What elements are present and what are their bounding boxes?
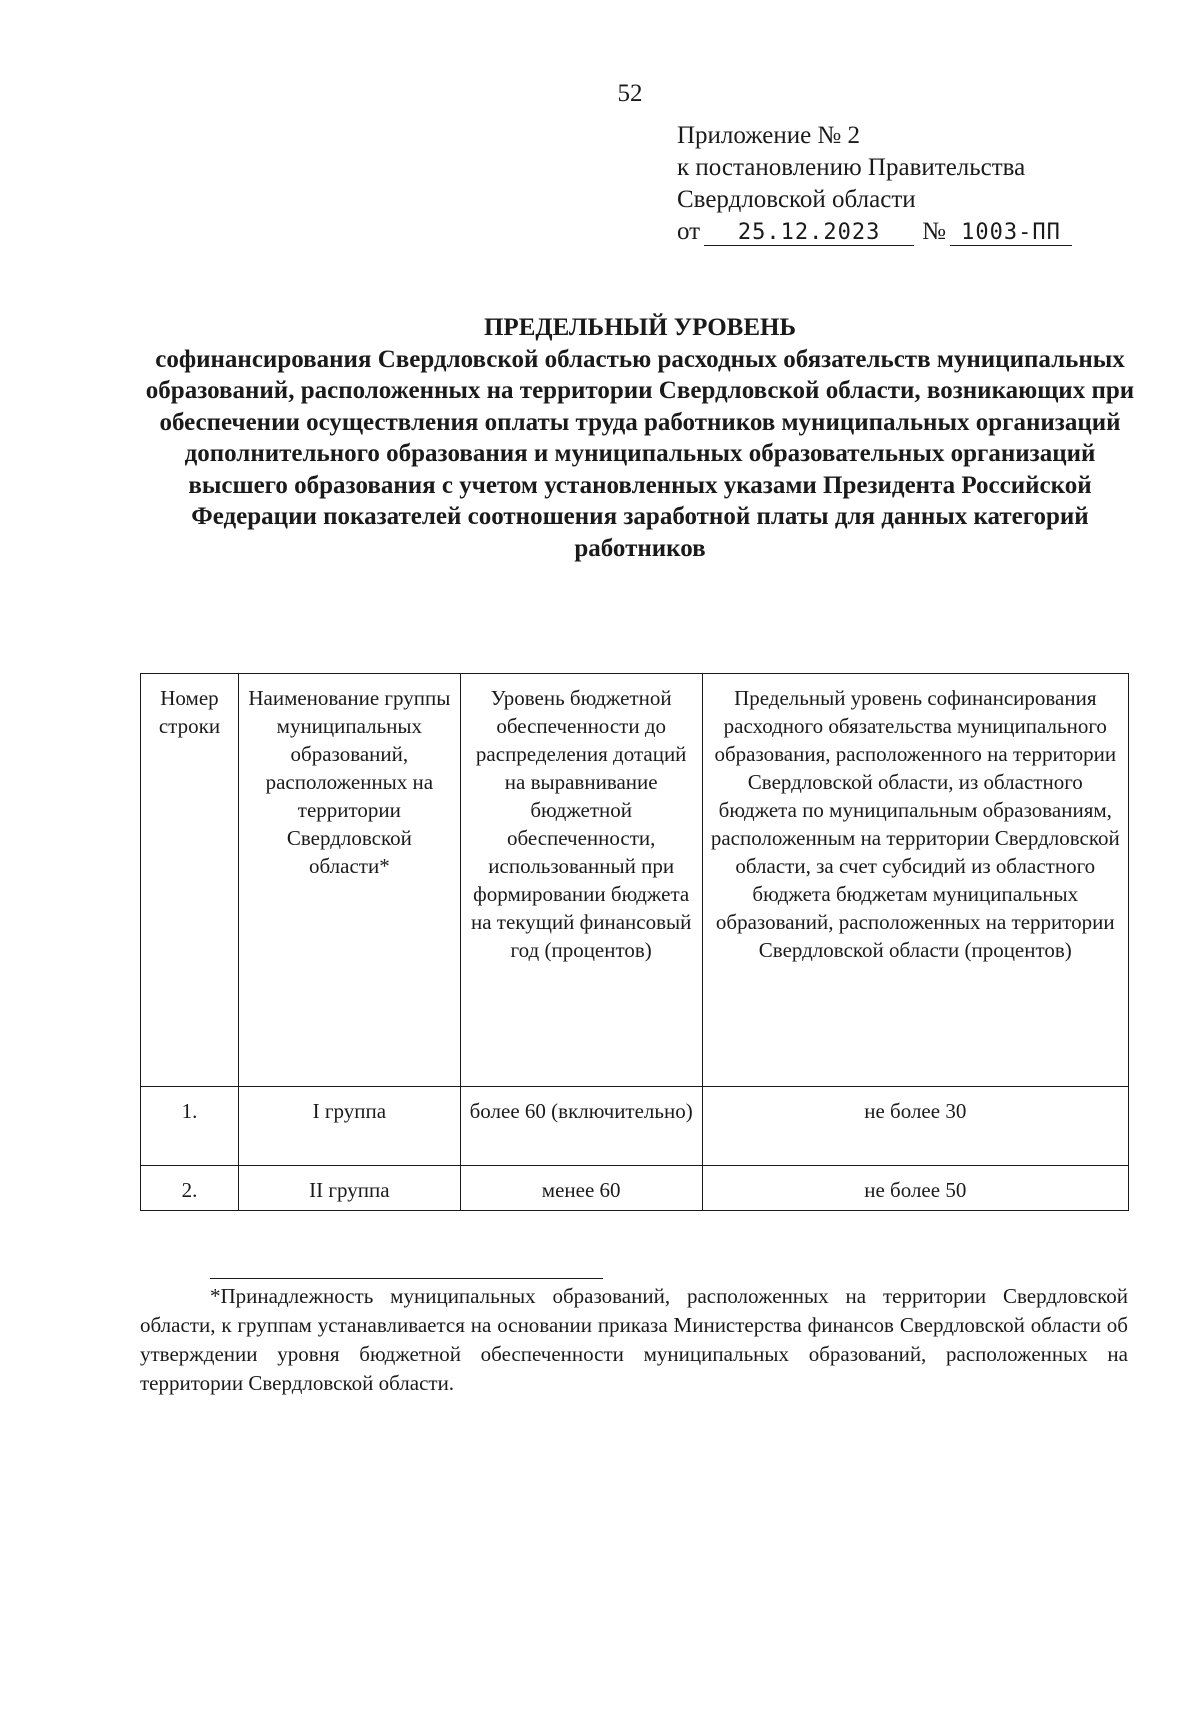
resolution-date: 25.12.2023	[704, 221, 914, 246]
resolution-number: 1003-ПП	[950, 221, 1072, 246]
footnote: *Принадлежность муниципальных образований, расположенных на территории Свердловской области, к группам устанавливается на основании приказа Министерства финансов Свердловской области об утверждении уровня бюджетной обеспеченности муниципальных образований, расположенных на территории Свердловской области.	[140, 1284, 1128, 1395]
header-row-number: Номер строки	[141, 674, 239, 1087]
header-cofinancing-limit: Предельный уровень софинансирования расходного обязательства муниципального образования, расположенного на территории Свердловской области, из областного бюджета по муниципальным образованиям, расположенным на территории Свердловской области, за счет субсидий из областного бюджета бюджетам муниципальных образований, расположенных на территории Свердловской области (процентов)	[702, 674, 1128, 1087]
cell-budget-level: менее 60	[460, 1166, 702, 1211]
cell-budget-level: более 60 (включительно)	[460, 1087, 702, 1166]
cell-row-number: 2.	[141, 1166, 239, 1211]
cell-cofinancing-limit: не более 30	[702, 1087, 1128, 1166]
cofinancing-table	[140, 673, 1129, 1211]
appendix-date-line	[677, 216, 1072, 250]
cell-group-name: II группа	[238, 1166, 460, 1211]
appendix-line-3: Свердловской области	[677, 186, 916, 213]
appendix-line-1: Приложение № 2	[677, 122, 861, 149]
appendix-line-2: к постановлению Правительства	[677, 154, 1026, 181]
date-prefix: от	[677, 218, 701, 245]
page-number: 52	[617, 80, 643, 107]
appendix-block	[677, 120, 1072, 250]
document-title	[140, 312, 1140, 564]
cell-cofinancing-limit: не более 50	[702, 1166, 1128, 1211]
header-budget-level: Уровень бюджетной обеспеченности до распределения дотаций на выравнивание бюджетной обеспеченности, использованный при формировании бюджета на текущий финансовый год (процентов)	[460, 674, 702, 1087]
title-heading: ПРЕДЕЛЬНЫЙ УРОВЕНЬ	[483, 314, 797, 341]
header-group-name: Наименование группы муниципальных образований, расположенных на территории Свердловской области*	[238, 674, 460, 1087]
table-row	[141, 1087, 1129, 1166]
table-header-row	[141, 674, 1129, 1087]
footnote-divider	[210, 1278, 603, 1279]
number-prefix: №	[922, 218, 946, 245]
cell-group-name: I группа	[238, 1087, 460, 1166]
title-subtitle: софинансирования Свердловской областью расходных обязательств муниципальных образований, расположенных на территории Свердловской области, возникающих при обеспечении осуществления оплаты труда работников муниципальных организаций дополнительного образования и муниципальных образовательных организаций высшего образования с учетом установленных указами Президента Российской Федерации показателей соотношения заработной платы для данных категорий работников	[145, 345, 1135, 562]
cell-row-number: 1.	[141, 1087, 239, 1166]
table-row	[141, 1166, 1129, 1211]
